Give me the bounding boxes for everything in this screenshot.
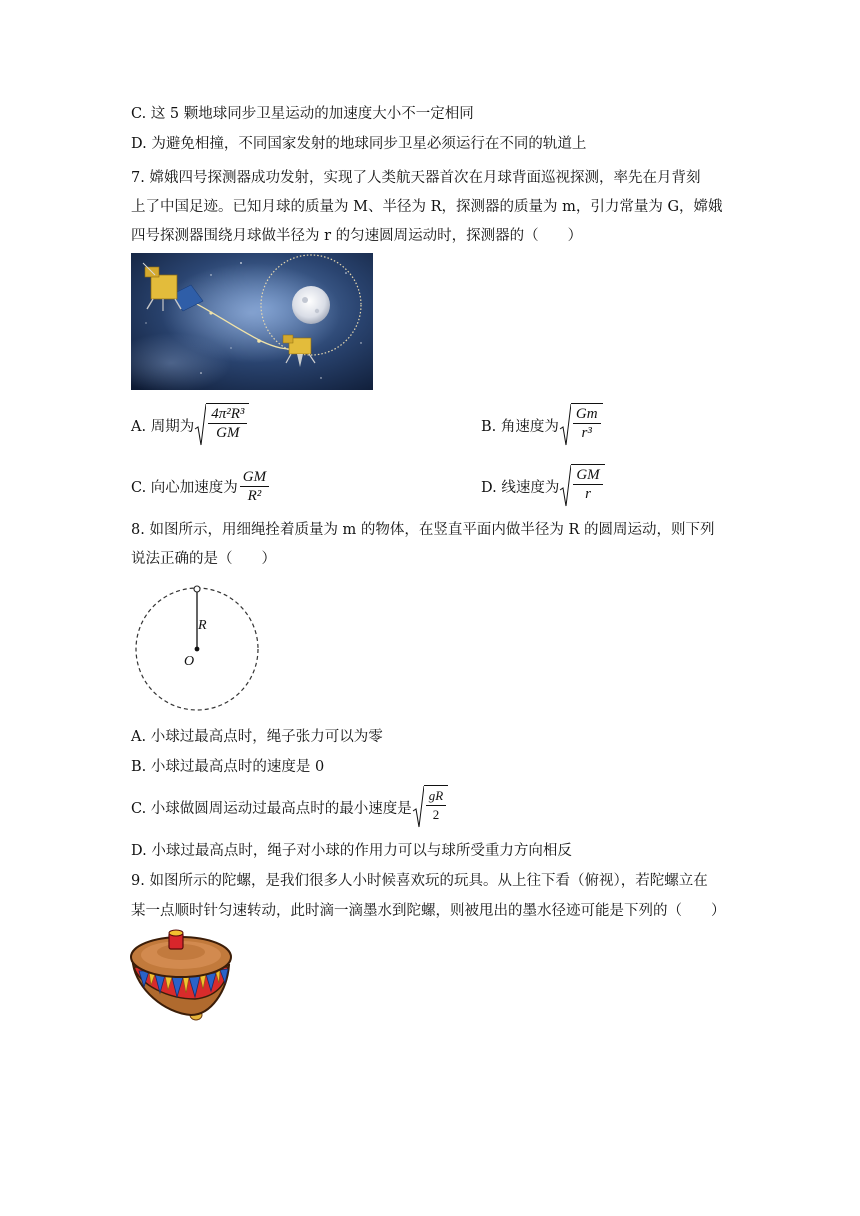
q7-stem-line3: 四号探测器围绕月球做半径为 r 的匀速圆周运动时，探测器的（ ） — [131, 228, 583, 244]
q8-stem-line1: 8. 如图所示，用细绳拴着质量为 m 的物体，在竖直平面内做半径为 R 的圆周运动，则下列 — [131, 522, 715, 538]
q7-stem-line2: 上了中国足迹。已知月球的质量为 M、半径为 R，探测器的质量为 m，引力常量为 G，嫦娥 — [131, 199, 723, 215]
q9-stem-line2: 某一点顺时针匀速转动，此时滴一滴墨水到陀螺，则被甩出的墨水径迹可能是下列的（ ） — [131, 903, 726, 919]
q8-option-c-label: C. 小球做圆周运动过最高点时的最小速度是 — [131, 800, 412, 817]
q7-option-a-denominator: GM — [216, 425, 240, 441]
q7-option-a-label: A. 周期为 — [131, 418, 195, 435]
q7-option-b-numerator: Gm — [573, 405, 601, 424]
q7-options-row2 — [131, 464, 800, 508]
q8-option-c-denominator: 2 — [432, 807, 440, 822]
q7-option-a-numerator: 4π²R³ — [208, 405, 247, 424]
q8-option-c-formula — [412, 785, 448, 829]
q7-option-c-formula — [238, 468, 271, 505]
q7-options-row1 — [131, 403, 800, 447]
q6-option-c: C. 这 5 颗地球同步卫星运动的加速度大小不一定相同 — [131, 106, 474, 122]
q6-option-d: D. 为避免相撞，不同国家发射的地球同步卫星必须运行在不同的轨道上 — [131, 136, 587, 152]
center-label: O — [184, 654, 195, 669]
q7-option-d-label: D. 线速度为 — [481, 479, 560, 496]
vertical-circle-diagram — [131, 582, 263, 714]
q9-stem-line1: 9. 如图所示的陀螺，是我们很多人小时候喜欢玩的玩具。从上往下看（俯视），若陀螺立在 — [131, 873, 708, 889]
q8-option-c-row — [131, 785, 800, 829]
q8-option-a: A. 小球过最高点时，绳子张力可以为零 — [131, 729, 383, 745]
q7-option-c-numerator: GM — [240, 468, 269, 487]
q7-option-b-label: B. 角速度为 — [481, 418, 559, 435]
q7-option-d-numerator: GM — [573, 466, 602, 485]
q7-stem-line1: 7. 嫦娥四号探测器成功发射，实现了人类航天器首次在月球背面巡视探测，率先在月背刻 — [131, 170, 701, 186]
radius-label: R — [198, 618, 207, 633]
q7-option-a — [131, 403, 249, 447]
q7-option-b-denominator: r³ — [581, 425, 592, 441]
q8-option-c-numerator: gR — [426, 787, 446, 806]
q7-option-d-denominator: r — [585, 486, 591, 502]
q7-option-b — [481, 403, 603, 447]
q7-option-c-label: C. 向心加速度为 — [131, 479, 238, 496]
q8-option-b: B. 小球过最高点时的速度是 0 — [131, 759, 325, 775]
q7-option-b-formula — [559, 403, 603, 447]
q8-option-c — [131, 785, 448, 829]
spinning-top-illustration — [129, 927, 233, 1025]
q8-option-d: D. 小球过最高点时，绳子对小球的作用力可以与球所受重力方向相反 — [131, 843, 572, 859]
q7-option-c — [131, 464, 271, 508]
q7-option-c-denominator: R² — [247, 487, 262, 504]
change4-orbit-illustration — [131, 253, 373, 390]
q8-stem-line2: 说法正确的是（ ） — [131, 551, 276, 567]
q7-option-d-formula — [559, 464, 604, 508]
q7-option-a-formula — [194, 403, 249, 447]
q7-option-d — [481, 464, 605, 508]
